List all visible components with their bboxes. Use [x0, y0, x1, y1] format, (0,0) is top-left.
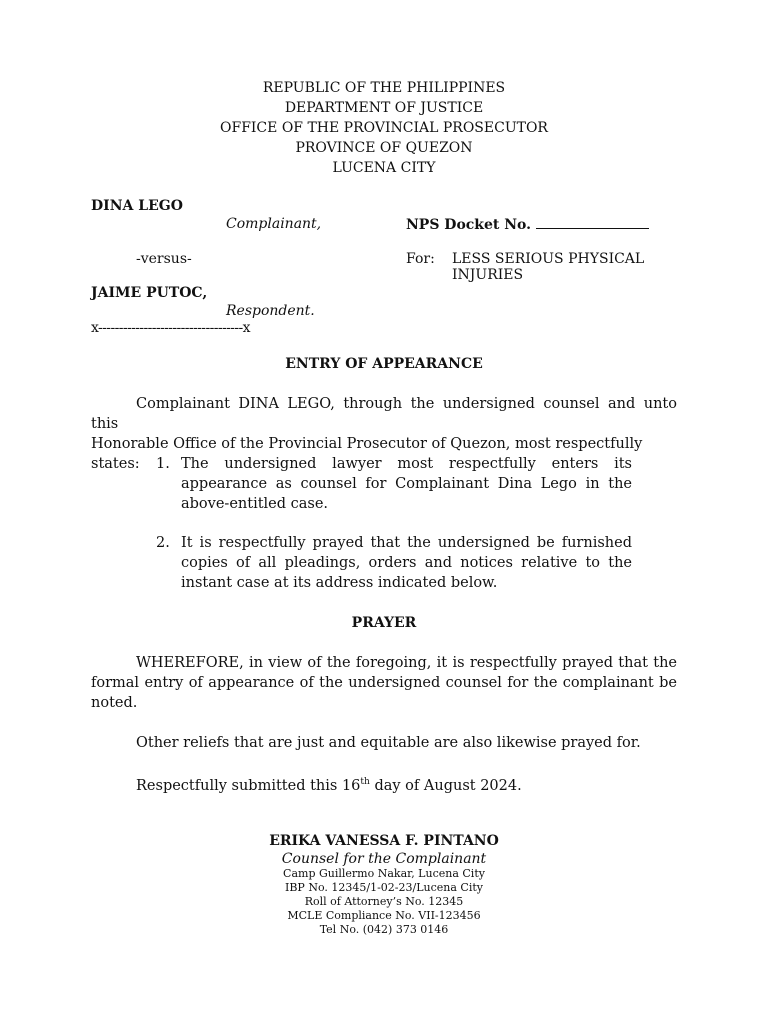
header-line-department: DEPARTMENT OF JUSTICE: [284, 100, 484, 116]
submission-date-paragraph: [91, 772, 677, 796]
submission-day-suffix: th: [360, 777, 370, 787]
complainant-name: DINA LEGO: [91, 198, 183, 214]
offense-line-2: INJURIES: [452, 267, 524, 283]
document-title: ENTRY OF APPEARANCE: [285, 356, 483, 372]
counsel-address: Camp Guillermo Nakar, Lucena City: [283, 867, 485, 880]
respondent-role: Respondent.: [226, 303, 315, 319]
prayer-line-1: WHEREFORE, in view of the foregoing, it is respectfully prayed that the: [136, 655, 677, 671]
header-line-city: LUCENA CITY: [332, 160, 436, 176]
header-line-republic: REPUBLIC OF THE PHILIPPINES: [262, 80, 506, 96]
list-item-text: The undersigned lawyer most respectfully enters its appearance as counsel for Complainant Dina Lego in the above-entitled case.: [181, 456, 632, 512]
complainant-role: Complainant,: [226, 216, 322, 232]
prayer-heading: PRAYER: [351, 615, 417, 631]
other-reliefs-paragraph: [91, 733, 677, 753]
intro-line-1: Complainant DINA LEGO, through the undersigned counsel and unto this: [91, 396, 677, 432]
counsel-role: Counsel for the Complainant: [281, 851, 487, 867]
for-label: For:: [406, 251, 435, 267]
prayer-paragraph: [91, 653, 677, 713]
counsel-mcle-number: MCLE Compliance No. VII-123456: [287, 909, 481, 922]
caption-divider: x-----------------------------------x: [91, 320, 250, 336]
header-line-office: OFFICE OF THE PROVINCIAL PROSECUTOR: [220, 120, 548, 136]
list-item-number: 2.: [156, 535, 170, 551]
list-item-text: It is respectfully prayed that the undersigned be furnished copies of all pleadings, orders and notices relative to the instant case at its address indicated below.: [181, 535, 632, 591]
list-item-number: 1.: [156, 456, 170, 472]
counsel-name: ERIKA VANESSA F. PINTANO: [269, 833, 499, 849]
prayer-line-2: formal entry of appearance of the undersigned counsel for the complainant be: [91, 675, 677, 691]
docket-number-row: [406, 216, 649, 233]
docket-label: NPS Docket No.: [406, 217, 532, 233]
header-line-province: PROVINCE OF QUEZON: [295, 140, 473, 156]
offense-line-1: LESS SERIOUS PHYSICAL: [452, 251, 645, 267]
versus-label: -versus-: [136, 251, 192, 267]
respondent-name: JAIME PUTOC,: [91, 285, 208, 301]
intro-line-2: Honorable Office of the Provincial Prosecutor of Quezon, most respectfully states:: [91, 436, 643, 472]
counsel-ibp-number: IBP No. 12345/1-02-23/Lucena City: [285, 881, 483, 894]
submission-text-before: Respectfully submitted this 16: [136, 777, 361, 794]
counsel-telephone: Tel No. (042) 373 0146: [319, 923, 449, 936]
counsel-roll-number: Roll of Attorney’s No. 12345: [304, 895, 464, 908]
submission-text-after: day of August 2024.: [369, 777, 522, 794]
prayer-line-3: noted.: [91, 695, 138, 711]
other-reliefs-text: Other reliefs that are just and equitable are also likewise prayed for.: [136, 735, 641, 751]
docket-number-blank: [536, 216, 649, 229]
